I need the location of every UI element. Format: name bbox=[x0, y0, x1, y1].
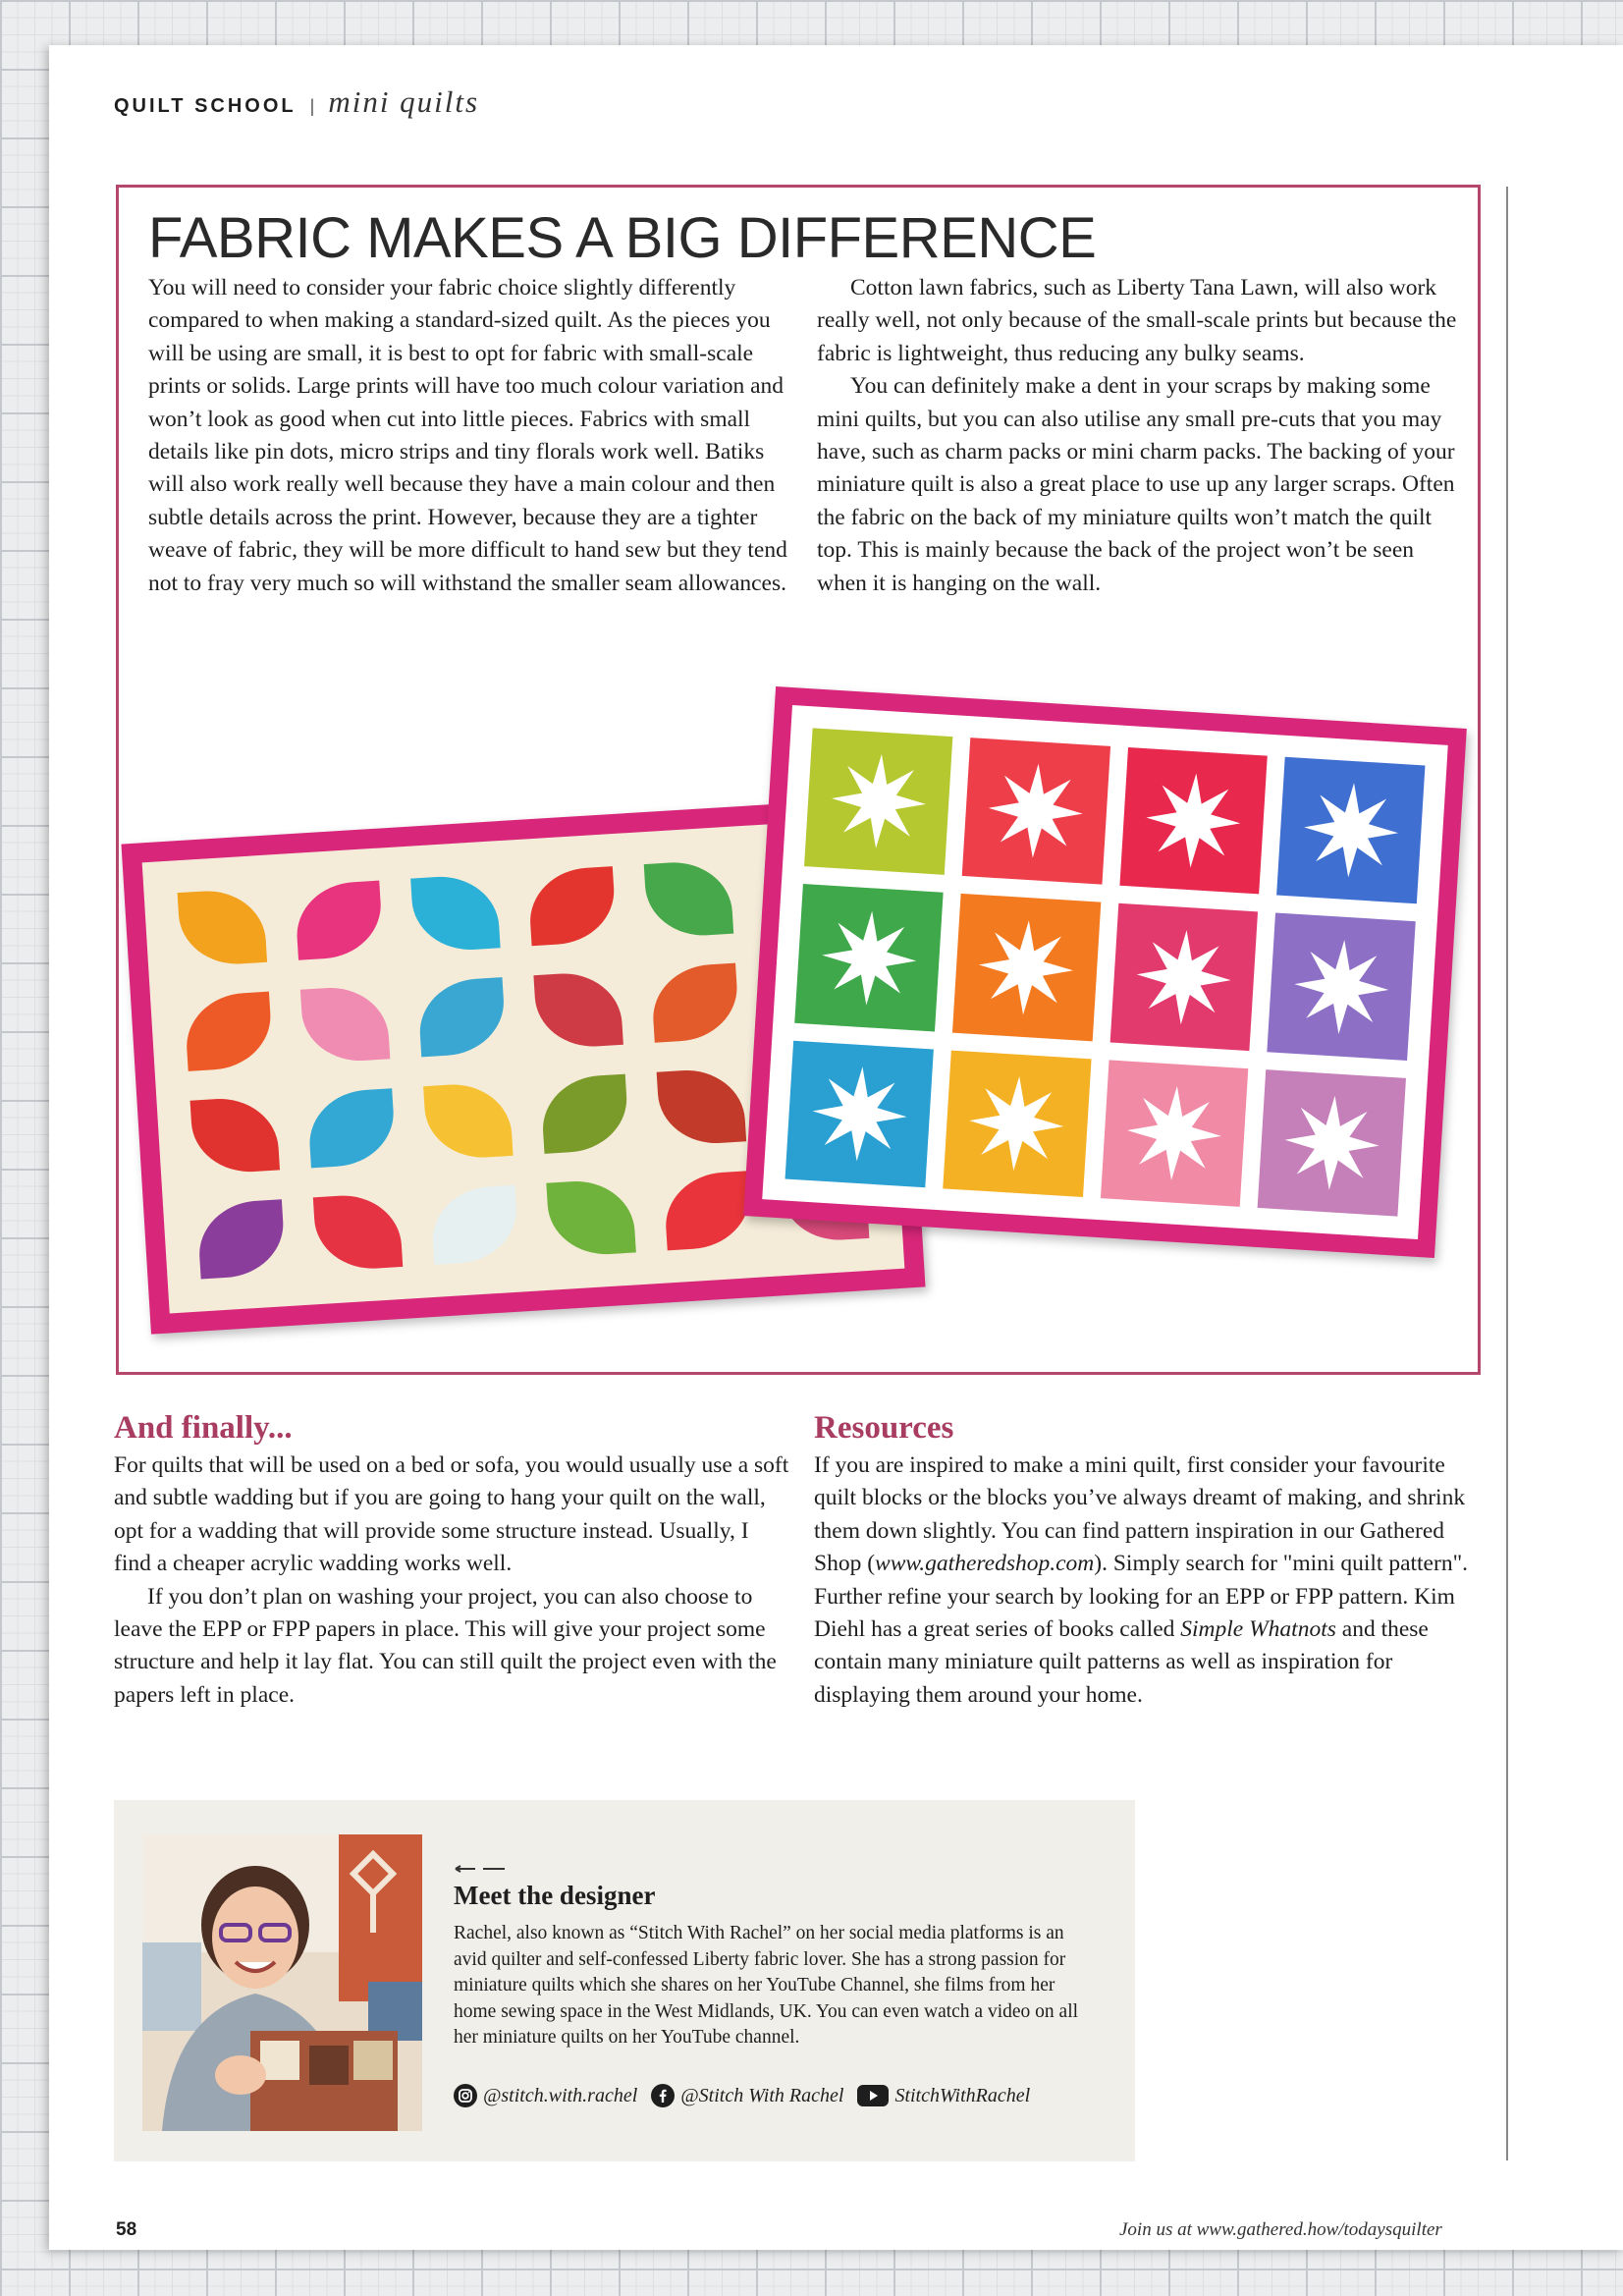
designer-heading: Meet the designer bbox=[454, 1881, 656, 1910]
topic-label: mini quilts bbox=[328, 84, 480, 119]
orange-peel-leaf bbox=[663, 1171, 752, 1251]
star-shape bbox=[1277, 1088, 1387, 1197]
star-shape bbox=[971, 913, 1081, 1022]
star-shape bbox=[1139, 766, 1249, 875]
star-block bbox=[1276, 757, 1425, 904]
star-block bbox=[1268, 913, 1416, 1061]
feature-column-right bbox=[817, 272, 1465, 600]
orange-peel-leaf bbox=[178, 888, 267, 968]
feature-paragraph: Cotton lawn fabrics, such as Liberty Tana Lawn, will also work really well, not only because of the small-scale prints but because the fabric is lightweight, thus reducing any bulky seams. bbox=[817, 275, 1457, 366]
and-finally-paragraph: For quilts that will be used on a bed or sofa, you would usually use a soft and subtle wadding but if you are going to hang your quilt on the wall, opt for a wadding that will provide some structure instead. Usually, I find a cheaper acrylic wadding works well. bbox=[114, 1452, 789, 1577]
resources-text: ). Simply search for "mini quilt pattern". Further refine your search by looking for an EPP or FPP pattern. Kim Diehl has a great series of books called bbox=[814, 1551, 1469, 1643]
margin-rule bbox=[1506, 187, 1508, 2160]
designer-photo bbox=[142, 1834, 422, 2131]
star-block bbox=[804, 728, 952, 875]
star-shape bbox=[962, 1069, 1072, 1178]
star-block bbox=[1100, 1060, 1248, 1207]
star-grid bbox=[762, 705, 1448, 1239]
star-shape bbox=[981, 757, 1091, 866]
facebook-icon bbox=[651, 2084, 675, 2107]
star-block bbox=[1258, 1069, 1406, 1217]
resources-text: and these contain many miniature quilt patterns as well as inspiration for displaying them around your home. bbox=[814, 1616, 1429, 1708]
star-block bbox=[1109, 903, 1258, 1051]
arrow-ornament bbox=[454, 1860, 507, 1878]
feature-paragraph: You can definitely make a dent in your scraps by making some mini quilts, but you can also utilise any small pre-cuts that you may have, such as charm packs or mini charm packs. The backing of your miniature quilt is also a great place to use up any larger scraps. Often the fabric on the back of my miniature quilts won’t match the quilt top. This is mainly because the back of the project won’t be seen when it is hanging on the wall. bbox=[817, 373, 1455, 596]
footer-url: Join us at www.gathered.how/todaysquilter bbox=[1119, 2219, 1442, 2240]
social-links bbox=[454, 2084, 1038, 2107]
star-shape bbox=[804, 1060, 914, 1169]
star-block bbox=[794, 884, 943, 1031]
orange-peel-leaf bbox=[417, 977, 507, 1058]
resources-paragraph bbox=[814, 1449, 1491, 1712]
orange-peel-leaf bbox=[190, 1095, 280, 1175]
orange-peel-leaf bbox=[196, 1199, 286, 1280]
orange-peel-leaf bbox=[644, 859, 733, 940]
quilts-photo bbox=[126, 678, 1471, 1365]
star-block bbox=[952, 894, 1101, 1041]
orange-peel-leaf bbox=[650, 962, 739, 1043]
star-block bbox=[943, 1050, 1091, 1197]
facebook-handle: @Stitch With Rachel bbox=[680, 2084, 844, 2106]
star-block bbox=[785, 1040, 934, 1187]
designer-bio: Rachel, also known as “Stitch With Rachel” on her social media platforms is an avid quilter and self-confessed Liberty fabric lover. She has a strong passion for miniature quilts which she shares on her YouTube Channel, she films from her home sewing space in the West Midlands, UK. You can even watch a video on all her miniature quilts on her YouTube channel. bbox=[454, 1923, 1079, 2049]
star-block bbox=[961, 738, 1109, 885]
instagram-icon bbox=[454, 2084, 477, 2107]
gathered-shop-link[interactable]: www.gatheredshop.com bbox=[875, 1551, 1095, 1577]
resources-column bbox=[814, 1449, 1491, 1712]
youtube-handle: StitchWithRachel bbox=[894, 2084, 1031, 2106]
orange-peel-leaf bbox=[657, 1066, 746, 1147]
resources-text: If you are inspired to make a mini quilt, first consider your favourite quilt blocks or the blocks you’ve always dreamt of making, and shrink them down slightly. You can find pattern inspiration in our Gathered Shop ( bbox=[814, 1452, 1466, 1577]
running-head-separator: | bbox=[309, 96, 315, 116]
resources-heading: Resources bbox=[814, 1410, 954, 1446]
orange-peel-leaf bbox=[423, 1081, 513, 1162]
star-shape bbox=[814, 903, 924, 1012]
feature-column-left bbox=[148, 272, 791, 600]
star-shape bbox=[1119, 1079, 1229, 1188]
orange-peel-leaf bbox=[534, 970, 623, 1051]
youtube-link[interactable] bbox=[857, 2085, 1030, 2107]
orange-peel-leaf bbox=[184, 991, 273, 1071]
section-label: QUILT SCHOOL bbox=[114, 95, 297, 117]
star-shape bbox=[1296, 776, 1406, 885]
star-block bbox=[1119, 747, 1268, 895]
designer-portrait-image bbox=[142, 1834, 422, 2131]
orange-peel-leaf bbox=[527, 866, 617, 947]
orange-peel-leaf bbox=[410, 873, 500, 954]
and-finally-column bbox=[114, 1449, 791, 1712]
star-shape bbox=[1129, 922, 1239, 1031]
instagram-handle: @stitch.with.rachel bbox=[483, 2084, 638, 2106]
page-number: 58 bbox=[116, 2219, 137, 2240]
star-shape bbox=[824, 747, 934, 856]
orange-peel-leaf bbox=[313, 1192, 403, 1273]
running-head bbox=[114, 84, 479, 120]
youtube-icon bbox=[857, 2085, 889, 2106]
orange-peel-leaf bbox=[430, 1185, 519, 1266]
orange-peel-leaf bbox=[307, 1088, 397, 1169]
facebook-link[interactable] bbox=[651, 2084, 843, 2107]
orange-peel-leaf bbox=[300, 984, 390, 1065]
orange-peel-leaf bbox=[547, 1177, 636, 1258]
star-mini-quilt bbox=[743, 686, 1467, 1258]
feature-title: FABRIC MAKES A BIG DIFFERENCE bbox=[148, 206, 1097, 270]
instagram-link[interactable] bbox=[454, 2084, 637, 2107]
and-finally-heading: And finally... bbox=[114, 1410, 293, 1446]
orange-peel-leaf bbox=[295, 880, 384, 960]
star-shape bbox=[1286, 932, 1396, 1041]
book-title: Simple Whatnots bbox=[1180, 1616, 1336, 1643]
orange-peel-leaf bbox=[540, 1073, 629, 1154]
feature-paragraph: You will need to consider your fabric choice slightly differently compared to when making a standard-sized quilt. As the pieces you will be using are small, it is best to opt for fabric with small-scale prints or solids. Large prints will have too much colour variation and won’t look as good when cut into little pieces. Fabrics with small details like pin dots, micro strips and tiny florals work well. Batiks will also work really well because they have a main colour and then subtle details across the print. However, because they are a tighter weave of fabric, they will be more difficult to hand sew but they tend not to fray very much so will withstand the smaller seam allowances. bbox=[148, 275, 787, 596]
arrow-ornament-icon bbox=[454, 1865, 507, 1873]
and-finally-paragraph: If you don’t plan on washing your project, you can also choose to leave the EPP or FPP papers in place. This will give your project some structure and help it lay flat. You can still quilt the project even with the papers left in place. bbox=[114, 1583, 777, 1708]
